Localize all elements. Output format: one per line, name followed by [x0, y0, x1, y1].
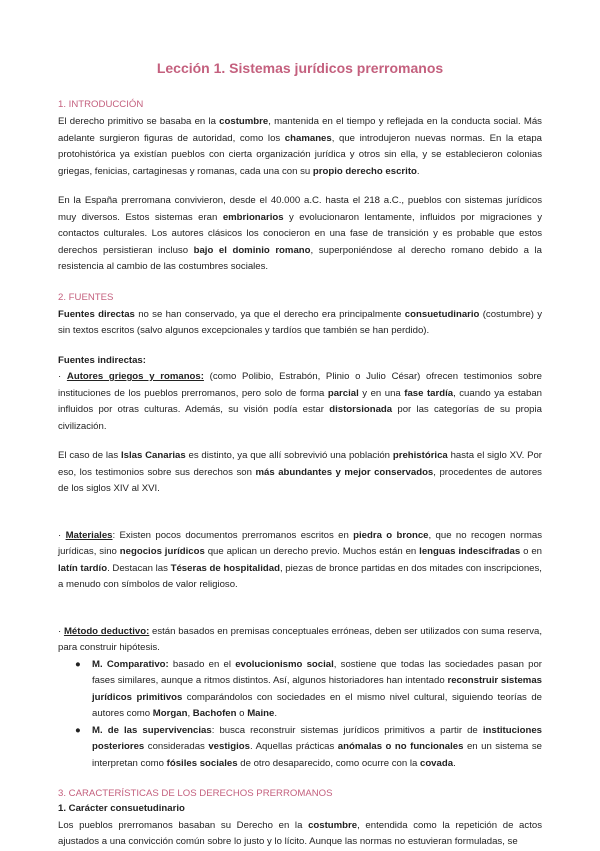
section-caracteristicas — [58, 786, 542, 851]
document-title: Lección 1. Sistemas jurídicos prerromanos — [156, 60, 444, 76]
section-heading: 2. FUENTES — [58, 291, 114, 303]
paragraph: · Materiales: Existen pocos documentos prerromanos escritos en piedra o bronce, que no recogen normas jurídicas, sino negocios jurídicos que aplican un derecho previo. Muchos están en lenguas indescifradas o en latín tardío. Destacan las Téseras de hospitalidad, piezas de bronce partidas en dos mitades con inscripciones, a menudo con símbolos de valor religioso. — [58, 529, 542, 590]
method-list — [58, 657, 542, 773]
paragraph: Fuentes directas no se han conservado, ya que el derecho era principalmente consuetudinario (costumbre) y sin textos escritos (salvo algunos excepcionales y tardíos que también se han perdido). — [58, 308, 542, 336]
section-heading: 3. CARACTERÍSTICAS DE LOS DERECHOS PRERROMANOS — [58, 788, 333, 799]
paragraph: Los pueblos prerromanos basaban su Derecho en la costumbre, entendida como la repetición de actos ajustados a una convicción común sobre lo justo y lo lícito. Aunque las normas no estuvieran formuladas, se — [58, 819, 542, 847]
list-item: ● M. de las supervivencias: busca reconstruir sistemas jurídicos primitivos a partir de instituciones posteriores consideradas vestigios. Aquellas prácticas anómalas o no funcionales en un sistema se interpretan como fósiles sociales de otro desaparecido, como ocurre con la covada. — [75, 724, 542, 769]
bullet-icon: ● — [75, 658, 81, 670]
list-item: ● M. Comparativo: basado en el evolucionismo social, sostiene que todas las sociedades pasan por fases similares, aunque a ritmos distintos. Así, algunos historiadores han intentado reconstruir sistemas jurídicos primitivos comparándolos con sociedades en el mismo nivel cultural, siguiendo teorías de autores como Morgan, Bachofen o Maine. — [75, 658, 542, 719]
paragraph: · Método deductivo: están basados en premisas conceptuales erróneas, deben ser utilizados con suma reserva, para construir hipótesis. — [58, 625, 542, 653]
paragraph: · Autores griegos y romanos: (como Polibio, Estrabón, Plinio o Julio César) ofrecen testimonios sobre instituciones de los pueblos prerromanos, pero solo de forma parcial y en una fase tardía, cuando ya estaban influidos por otras culturas. Además, su visión podía estar distorsionada por las categorías de su propia civilización. — [58, 371, 542, 432]
subheading: Fuentes indirectas: — [58, 354, 146, 366]
subheading: 1. Carácter consuetudinario — [58, 803, 185, 814]
paragraph: En la España prerromana convivieron, desde el 40.000 a.C. hasta el 218 a.C., pueblos con sistemas jurídicos muy diversos. Estos sistemas eran embrionarios y evolucionaron lentamente, influidos por migraciones y contactos culturales. Los autores clásicos los conocieron en una fase de transición y es probable que estos derechos persistieran incluso bajo el dominio romano, superponiéndose al derecho romano debido a la resistencia al cambio de las costumbres sociales. — [58, 195, 543, 272]
paragraph: El derecho primitivo se basaba en la costumbre, mantenida en el tiempo y reflejada en la conducta social. Más adelante surgieron figuras de autoridad, como los chamanes, que introdujeron nuevas normas. En la etapa protohistórica ya existían pueblos con cierta organización jurídica y otros sin ella, y se establecieron colonias griegas, fenicias, cartaginesas y romanas, cada una con su propio derecho escrito. — [58, 116, 542, 177]
bullet-icon: ● — [75, 724, 81, 736]
paragraph: El caso de las Islas Canarias es distinto, ya que allí sobrevivió una población prehistórica hasta el siglo XV. Por eso, los testimonios sobre sus derechos son más abundantes y mejor conservados, procedentes de autores de los siglos XIV al XVI. — [58, 450, 542, 494]
section-introduccion — [58, 97, 542, 276]
section-fuentes — [58, 290, 542, 773]
section-heading: 1. INTRODUCCIÓN — [58, 99, 144, 110]
